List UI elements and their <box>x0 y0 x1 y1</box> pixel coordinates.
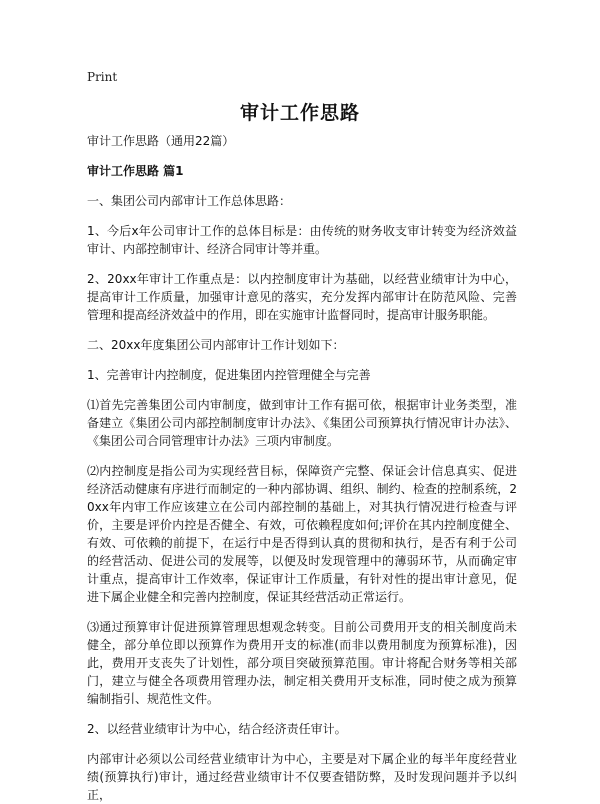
paragraph-item-1-heading: 1、完善审计内控制度，促进集团内控管理健全与完善 <box>87 368 371 382</box>
document-title: 审计工作思路 <box>239 102 360 124</box>
paragraph-overall-goal: 1、今后x年公司审计工作的总体目标是：由传统的财务收支审计转变为经济效益审计、内部控制审计、经济合同审计等并重。 <box>87 224 517 256</box>
print-link[interactable]: Print <box>87 70 118 84</box>
paragraph-item-2-heading: 2、以经营业绩审计为中心，结合经济责任审计。 <box>87 722 347 736</box>
paragraph-item-2-body: 内部审计必须以公司经营业绩审计为中心，主要是对下属企业的每半年度经营业绩(预算执行)审计，通过经营业绩审计不仅要查错防弊，及时发现问题并予以纠正， <box>87 752 517 802</box>
paragraph-item-1-sub-1: ⑴首先完善集团公司内审制度，做到审计工作有据可依，根据审计业务类型，准备建立《集团公司内部控制制度审计办法》、《集团公司预算执行情况审计办法》、《集团公司合同管理审计办法》三项内审制度。 <box>87 398 517 448</box>
paragraph-key-focus: 2、20xx年审计工作重点是：以内控制度审计为基础，以经营业绩审计为中心，提高审计工作质量，加强审计意见的落实，充分发挥内部审计在防范风险、完善管理和提高经济效益中的作用，即在实施审计监督同时，提高审计服务职能。 <box>87 272 517 322</box>
section-heading: 审计工作思路 篇1 <box>87 164 184 178</box>
document-subtitle: 审计工作思路（通用22篇） <box>87 134 235 148</box>
paragraph-outline-heading-1: 一、集团公司内部审计工作总体思路： <box>87 194 292 208</box>
document-body <box>87 132 517 804</box>
paragraph-item-1-sub-3: ⑶通过预算审计促进预算管理思想观念转变。目前公司费用开支的相关制度尚未健全，部分单位即以预算作为费用开支的标准(而非以费用制度为预算标准)，因此，费用开支丧失了计划性，部分项目突破预算范围。审计将配合财务等相关部门，建立与健全各项费用管理办法，制定相关费用开支标准，同时使之成为预算编制指引、规范性文件。 <box>87 620 517 706</box>
paragraph-outline-heading-2: 二、20xx年度集团公司内部审计工作计划如下： <box>87 338 345 352</box>
paragraph-item-1-sub-2: ⑵内控制度是指公司为实现经营目标，保障资产完整、保证会计信息真实、促进经济活动健康有序进行而制定的一种内部协调、组织、制约、检查的控制系统，20xx年内审工作应该建立在公司内部控制的基础上，对其执行情况进行检查与评价，主要是评价内控是否健全、有效，可依赖程度如何;评价在其内控制度健全、有效、可依赖的前提下，在运行中是否得到认真的贯彻和执行，是否有利于公司的经营活动、促进公司的发展等，以便及时发现管理中的薄弱环节，从而确定审计重点，提高审计工作效率，保证审计工作质量，有针对性的提出审计意见，促进下属企业健全和完善内控制度，保证其经营活动正常运行。 <box>87 464 517 604</box>
